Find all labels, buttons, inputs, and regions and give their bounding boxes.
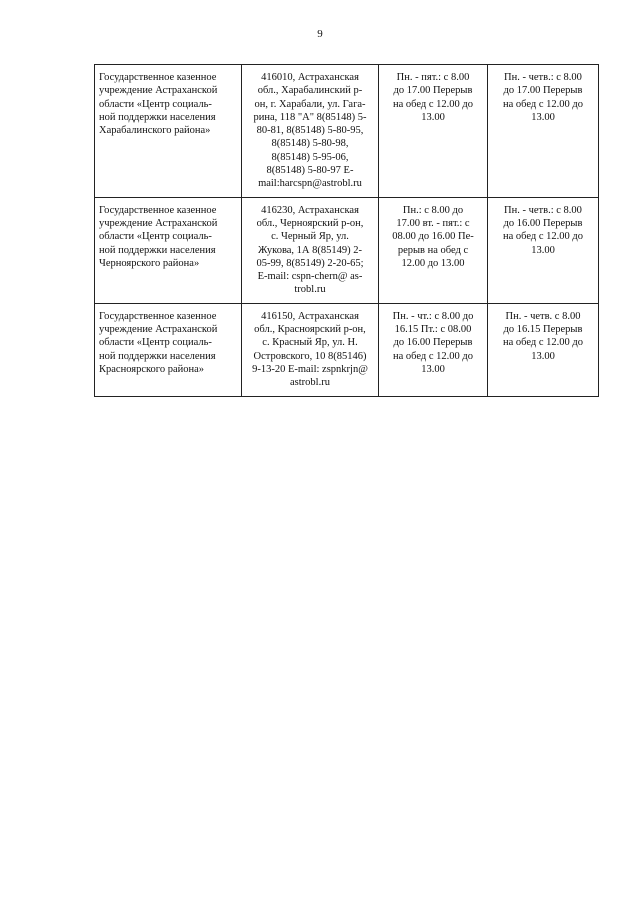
address-line: Жукова, 1А 8(85149) 2- bbox=[257, 244, 362, 256]
hours-line: 08.00 до 16.00 Пе- bbox=[392, 231, 474, 243]
address-line: обл., Харабалинский р- bbox=[257, 85, 363, 97]
table-row bbox=[95, 303, 599, 396]
hours-line: до 17.00 Перерыв bbox=[393, 85, 473, 97]
address-line: astrobl.ru bbox=[290, 377, 330, 389]
organization-line: Государственное казенное bbox=[99, 72, 217, 83]
hours-line: 13.00 bbox=[421, 111, 445, 123]
hours-line: 13.00 bbox=[531, 244, 555, 256]
hours-line: до 16.15 Перерыв bbox=[503, 324, 583, 336]
hours-line: 17.00 вт. - пят.: с bbox=[396, 217, 470, 229]
address-line: с. Черный Яр, ул. bbox=[271, 231, 349, 243]
hours-line: на обед с 12.00 до bbox=[393, 98, 473, 110]
office-schedule-table bbox=[94, 64, 599, 397]
organization-line: учреждение Астраханской bbox=[99, 85, 218, 97]
organization-line: Харабалинского района» bbox=[99, 125, 211, 137]
hours-line: рерыв на обед с bbox=[397, 244, 469, 256]
page-number: 9 bbox=[317, 28, 323, 40]
table-row bbox=[95, 65, 599, 198]
address-line: 8(85148) 5-95-06, bbox=[271, 151, 349, 163]
hours-line: Пн.: с 8.00 до bbox=[402, 204, 464, 216]
organization-line: области «Центр социаль- bbox=[99, 231, 212, 243]
hours-line: до 16.00 Перерыв bbox=[393, 337, 473, 349]
hours-line: 16.15 Пт.: с 08.00 bbox=[394, 324, 472, 336]
address-line: обл., Красноярский р-он, bbox=[254, 324, 366, 336]
hours-line: до 17.00 Перерыв bbox=[503, 85, 583, 97]
hours-line: на обед с 12.00 до bbox=[503, 337, 583, 349]
address-line: 8(85148) 5-80-97 E- bbox=[266, 165, 354, 177]
hours-cell-secondary bbox=[488, 65, 599, 198]
hours-line: 13.00 bbox=[531, 111, 555, 123]
organization-line: ной поддержки населения bbox=[99, 111, 216, 123]
hours-line: на обед с 12.00 до bbox=[393, 350, 473, 362]
hours-cell-primary bbox=[379, 65, 488, 198]
address-line: обл., Черноярский р-он, bbox=[256, 217, 364, 229]
address-line: mail:harcspn@astrobl.ru bbox=[258, 178, 362, 190]
organization-line: области «Центр социаль- bbox=[99, 98, 212, 110]
organization-line: Черноярского района» bbox=[99, 257, 200, 269]
address-line: 8(85148) 5-80-98, bbox=[271, 138, 349, 150]
hours-line: 13.00 bbox=[531, 350, 555, 362]
organization-line: ной поддержки населения bbox=[99, 244, 216, 256]
hours-line: до 16.00 Перерыв bbox=[503, 217, 583, 229]
hours-cell-primary bbox=[379, 303, 488, 396]
organization-line: учреждение Астраханской bbox=[99, 324, 218, 336]
address-line: 9-13-20 E-mail: zspnkrjn@ bbox=[252, 363, 368, 375]
organization-line: Государственное казенное bbox=[99, 204, 217, 216]
organization-line: учреждение Астраханской bbox=[99, 217, 218, 229]
organization-line: Государственное казенное bbox=[99, 310, 217, 322]
address-line: trobl.ru bbox=[294, 284, 326, 296]
hours-line: 12.00 до 13.00 bbox=[401, 257, 465, 269]
hours-line: Пн. - четв. с 8.00 bbox=[505, 310, 581, 322]
hours-line: Пн. - четв.: с 8.00 bbox=[504, 204, 582, 216]
hours-line: Пн. - чт.: с 8.00 до bbox=[392, 310, 474, 322]
organization-line: Красноярского района» bbox=[99, 363, 205, 375]
address-line: 416150, Астраханская bbox=[261, 310, 359, 322]
address-line: 416010, Астраханская bbox=[261, 72, 359, 83]
address-line: 416230, Астраханская bbox=[261, 204, 359, 216]
organization-cell bbox=[95, 303, 242, 396]
hours-line: Пн. - пят.: с 8.00 bbox=[396, 72, 470, 83]
address-line: E-mail: cspn-chern@ as- bbox=[257, 271, 363, 283]
organization-line: области «Центр социаль- bbox=[99, 337, 212, 349]
hours-line: Пн. - четв.: с 8.00 bbox=[504, 72, 582, 83]
table-row bbox=[95, 197, 599, 303]
hours-cell-primary bbox=[379, 197, 488, 303]
address-cell bbox=[242, 303, 379, 396]
organization-cell bbox=[95, 197, 242, 303]
organization-cell bbox=[95, 65, 242, 198]
hours-line: на обед с 12.00 до bbox=[503, 231, 583, 243]
hours-line: 13.00 bbox=[421, 363, 445, 375]
hours-cell-secondary bbox=[488, 303, 599, 396]
address-line: Островского, 10 8(85146) bbox=[253, 350, 367, 362]
address-line: 05-99, 8(85149) 2-20-65; bbox=[256, 257, 364, 269]
address-cell bbox=[242, 197, 379, 303]
hours-cell-secondary bbox=[488, 197, 599, 303]
address-line: рина, 118 "А" 8(85148) 5- bbox=[253, 111, 367, 123]
hours-line: на обед с 12.00 до bbox=[503, 98, 583, 110]
address-line: 80-81, 8(85148) 5-80-95, bbox=[256, 125, 364, 137]
address-cell bbox=[242, 65, 379, 198]
address-line: он, г. Харабали, ул. Гага- bbox=[254, 98, 366, 110]
organization-line: ной поддержки населения bbox=[99, 350, 216, 362]
address-line: с. Красный Яр, ул. Н. bbox=[262, 337, 358, 349]
